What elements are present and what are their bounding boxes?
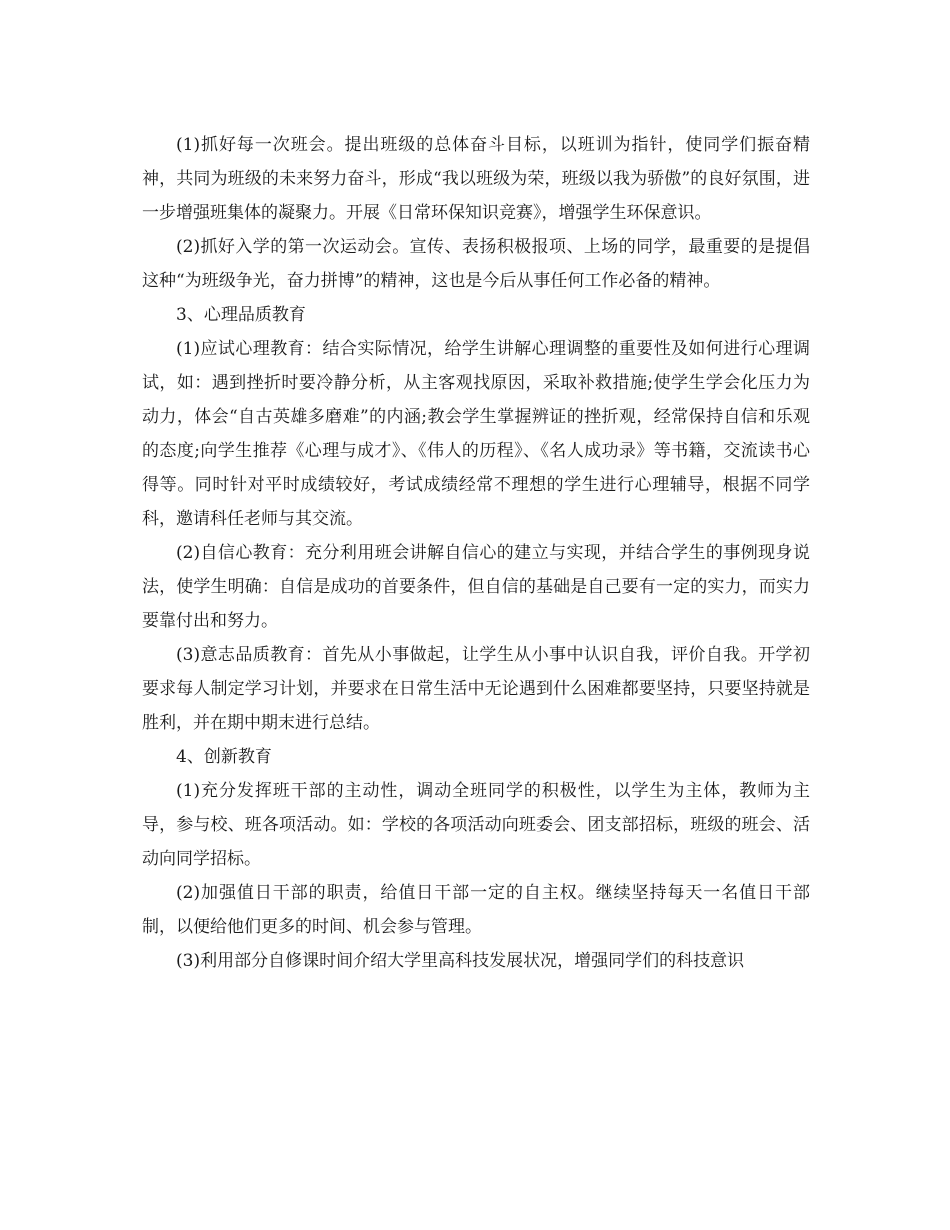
paragraph-duty-cadres: (2)加强值日干部的职责，给值日干部一定的自主权。继续坚持每天一名值日干部制，以便给他们更多的时间、机会参与管理。: [142, 883, 810, 937]
paragraph-class-cadres: (1)充分发挥班干部的主动性，调动全班同学的积极性，以学生为主体，教师为主导，参与校、班各项活动。如：学校的各项活动向班委会、团支部招标，班级的班会、活动向同学招标。: [142, 781, 810, 869]
document-body: [142, 128, 810, 978]
paragraph-sports-meeting: (2)抓好入学的第一次运动会。宣传、表扬积极报项、上场的同学，最重要的是提倡这种“为班级争光，奋力拼博”的精神，这也是今后从事任何工作必备的精神。: [142, 237, 810, 291]
paragraph-willpower: (3)意志品质教育：首先从小事做起，让学生从小事中认识自我，评价自我。开学初要求每人制定学习计划，并要求在日常生活中无论遇到什么困难都要坚持，只要坚持就是胜利，并在期中期末进行总结。: [142, 645, 810, 733]
section-heading-innovation: 4、创新教育: [176, 747, 272, 767]
paragraph-exam-psychology: (1)应试心理教育：结合实际情况，给学生讲解心理调整的重要性及如何进行心理调试，如：遇到挫折时要冷静分析，从主客观找原因，采取补救措施;使学生学会化压力为动力，体会“自古英雄多磨难”的内涵;教会学生掌握辨证的挫折观，经常保持自信和乐观的态度;向学生推荐《心理与成才》、《伟人的历程》、《名人成功录》等书籍，交流读书心得等。同时针对平时成绩较好，考试成绩经常不理想的学生进行心理辅导，根据不同学科，邀请科任老师与其交流。: [142, 339, 810, 529]
paragraph-class-meeting: (1)抓好每一次班会。提出班级的总体奋斗目标，以班训为指针，使同学们振奋精神，共同为班级的未来努力奋斗，形成“我以班级为荣，班级以我为骄傲”的良好氛围，进一步增强班集体的凝聚力。开展《日常环保知识竞赛》，增强学生环保意识。: [142, 135, 810, 223]
paragraph-confidence: (2)自信心教育：充分利用班会讲解自信心的建立与实现，并结合学生的事例现身说法，使学生明确：自信是成功的首要条件，但自信的基础是自己要有一定的实力，而实力要靠付出和努力。: [142, 543, 810, 631]
section-heading-psychology: 3、心理品质教育: [176, 305, 306, 325]
paragraph-technology: (3)利用部分自修课时间介绍大学里高科技发展状况，增强同学们的科技意识: [176, 951, 745, 971]
